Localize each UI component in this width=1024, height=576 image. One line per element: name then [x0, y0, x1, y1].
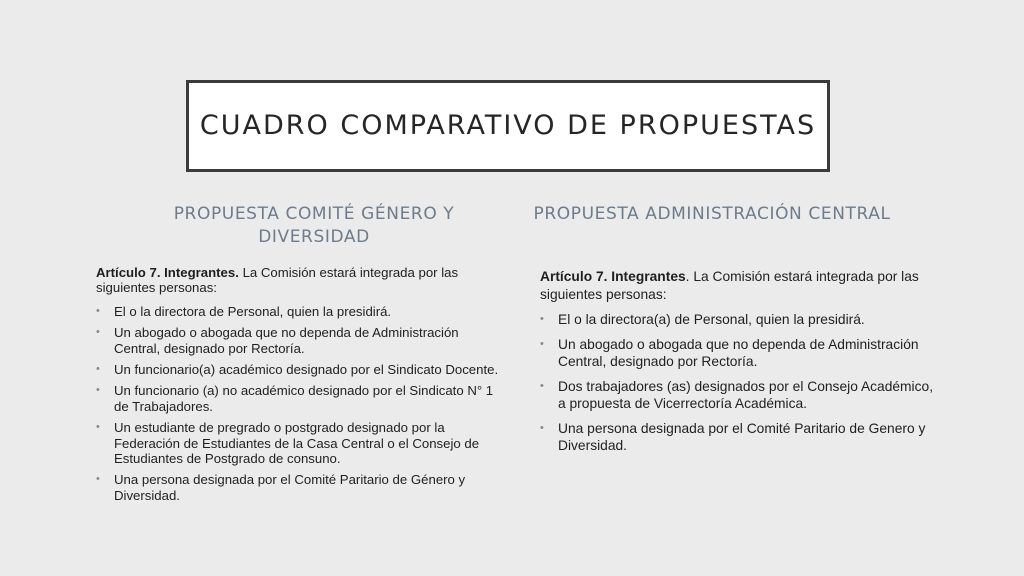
list-item-text: Un funcionario (a) no académico designado por el Sindicato N° 1 de Trabajadores. [114, 383, 494, 414]
left-intro-text: La Comisión estará integrada por las siguientes personas: [96, 265, 459, 296]
list-item-text: Dos trabajadores (as) designados por el Consejo Académico, a propuesta de Vicerrectoría Académica. [558, 378, 934, 411]
right-intro-bold: Artículo 7. Integrantes [540, 269, 686, 284]
bullet-icon: • [96, 326, 100, 339]
bullet-icon: • [96, 384, 100, 397]
bullet-icon: • [96, 421, 100, 434]
slide-title: CUADRO COMPARATIVO DE PROPUESTAS [199, 110, 817, 141]
list-item [540, 311, 940, 329]
list-item-text: El o la directora(a) de Personal, quien la presidirá. [558, 312, 865, 327]
right-column-heading: PROPUESTA ADMINISTRACIÓN CENTRAL [533, 204, 891, 224]
list-item [540, 378, 940, 413]
left-list [96, 304, 508, 503]
bullet-icon: • [540, 379, 544, 392]
left-intro-bold: Artículo 7. Integrantes. [96, 265, 239, 280]
list-item [96, 304, 508, 319]
list-item [540, 336, 940, 371]
left-intro [96, 265, 508, 296]
list-item-text: Un estudiante de pregrado o postgrado designado por la Federación de Estudiantes de la Casa Central o el Consejo de Estudiantes de Postgrado de consuno. [114, 420, 480, 467]
right-column-body [540, 268, 940, 462]
list-item-text: Un abogado o abogada que no dependa de Administración Central, designado por Rectoría. [558, 336, 919, 369]
bullet-icon: • [96, 363, 100, 376]
right-list [540, 311, 940, 455]
bullet-icon: • [540, 421, 544, 434]
title-box [186, 80, 830, 172]
bullet-icon: • [96, 304, 100, 317]
list-item-text: Un abogado o abogada que no dependa de Administración Central, designado por Rectoría. [114, 325, 459, 356]
list-item [96, 362, 508, 377]
list-item-text: El o la directora de Personal, quien la presidirá. [114, 303, 392, 319]
bullet-icon: • [540, 313, 544, 325]
left-column-body [96, 265, 508, 509]
list-item [96, 472, 508, 503]
right-intro-text: . La Comisión estará integrada por las siguientes personas: [540, 269, 919, 302]
bullet-icon: • [96, 473, 100, 486]
list-item [96, 325, 508, 356]
list-item-text: Una persona designada por el Comité Paritario de Genero y Diversidad. [558, 420, 926, 453]
right-intro [540, 268, 940, 303]
list-item [96, 420, 508, 466]
list-item-text: Una persona designada por el Comité Paritario de Género y Diversidad. [114, 472, 466, 503]
list-item [540, 420, 940, 455]
list-item-text: Un funcionario(a) académico designado por el Sindicato Docente. [114, 362, 499, 378]
list-item [96, 383, 508, 414]
bullet-icon: • [540, 337, 544, 350]
left-column-heading: PROPUESTA COMITÉ GÉNERO Y DIVERSIDAD [173, 204, 455, 247]
